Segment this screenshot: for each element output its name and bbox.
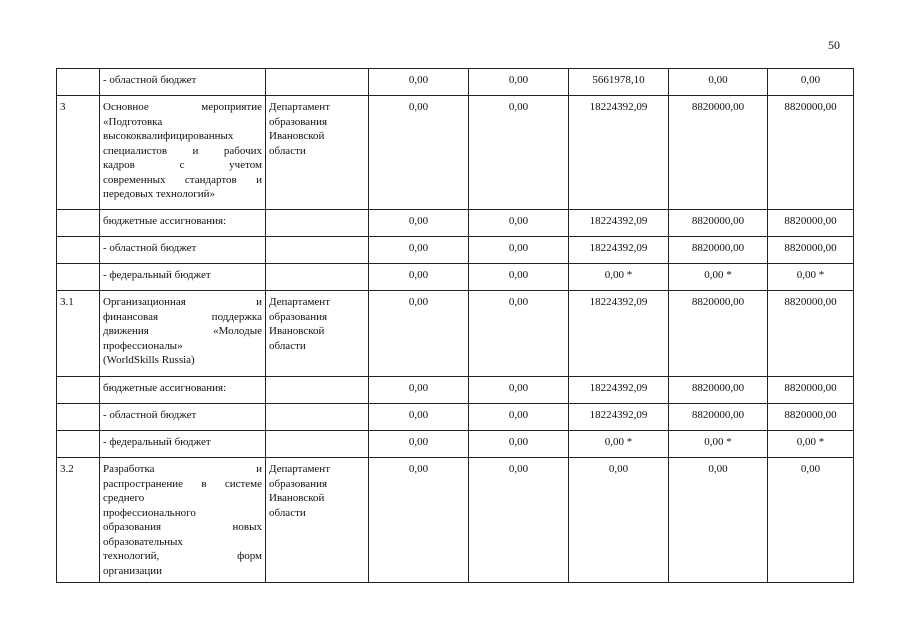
row-executor bbox=[266, 377, 369, 404]
row-executor bbox=[266, 210, 369, 237]
value-cell: 8820000,00 bbox=[768, 377, 854, 404]
value-cell: 0,00 bbox=[768, 69, 854, 96]
name-line: (WorldSkills Russia) bbox=[103, 354, 195, 366]
budget-table bbox=[56, 68, 854, 583]
name-line: технологий, форм bbox=[103, 550, 262, 562]
name-line: современных стандартов и bbox=[103, 173, 262, 186]
name-line: организации bbox=[103, 564, 163, 577]
row-name: - областной бюджет bbox=[100, 69, 266, 96]
value-cell: 0,00 * bbox=[768, 431, 854, 458]
table-row bbox=[57, 291, 854, 377]
executor-line: Департамент bbox=[269, 101, 331, 113]
value-cell: 0,00 bbox=[669, 69, 768, 96]
value-cell: 0,00 bbox=[469, 291, 569, 377]
row-number: 3.2 bbox=[57, 458, 100, 583]
row-number bbox=[57, 404, 100, 431]
name-line: финансовая поддержка bbox=[103, 310, 262, 323]
executor-line: области bbox=[269, 339, 306, 352]
name-line: образовательных bbox=[103, 535, 183, 548]
value-cell: 0,00 bbox=[369, 431, 469, 458]
value-cell: 0,00 * bbox=[768, 264, 854, 291]
row-name bbox=[100, 458, 266, 583]
value-cell: 8820000,00 bbox=[768, 96, 854, 210]
value-cell: 0,00 bbox=[469, 431, 569, 458]
value-cell: 0,00 bbox=[369, 96, 469, 210]
row-executor bbox=[266, 291, 369, 377]
value-cell: 18224392,09 bbox=[569, 291, 669, 377]
table-row bbox=[57, 210, 854, 237]
row-executor bbox=[266, 404, 369, 431]
row-number: 3 bbox=[57, 96, 100, 210]
value-cell: 8820000,00 bbox=[669, 237, 768, 264]
value-cell: 0,00 bbox=[469, 210, 569, 237]
value-cell: 8820000,00 bbox=[669, 291, 768, 377]
name-line: образования новых bbox=[103, 521, 262, 533]
executor-line: образования bbox=[269, 115, 328, 128]
value-cell: 0,00 bbox=[469, 96, 569, 210]
row-name: - федеральный бюджет bbox=[100, 431, 266, 458]
row-name bbox=[100, 291, 266, 377]
table-row bbox=[57, 96, 854, 210]
row-executor bbox=[266, 264, 369, 291]
value-cell: 18224392,09 bbox=[569, 96, 669, 210]
name-line: высококвалифицированных bbox=[103, 130, 234, 142]
value-cell: 0,00 bbox=[469, 69, 569, 96]
executor-line: Департамент bbox=[269, 463, 331, 475]
row-executor bbox=[266, 69, 369, 96]
value-cell: 8820000,00 bbox=[768, 237, 854, 264]
row-number bbox=[57, 377, 100, 404]
value-cell: 8820000,00 bbox=[768, 404, 854, 431]
value-cell: 0,00 bbox=[369, 237, 469, 264]
table-row bbox=[57, 264, 854, 291]
name-line: передовых технологий» bbox=[103, 188, 215, 200]
value-cell: 8820000,00 bbox=[669, 404, 768, 431]
row-executor bbox=[266, 237, 369, 264]
table-row bbox=[57, 237, 854, 264]
table-row bbox=[57, 458, 854, 583]
executor-line: Ивановской bbox=[269, 325, 325, 337]
table-row bbox=[57, 69, 854, 96]
row-name: - областной бюджет bbox=[100, 404, 266, 431]
row-name: - федеральный бюджет bbox=[100, 264, 266, 291]
page-number: 50 bbox=[828, 38, 840, 52]
value-cell: 0,00 bbox=[369, 69, 469, 96]
value-cell: 0,00 bbox=[369, 458, 469, 583]
executor-line: Департамент bbox=[269, 296, 331, 308]
value-cell: 0,00 bbox=[569, 458, 669, 583]
value-cell: 0,00 bbox=[469, 237, 569, 264]
name-line: Основное мероприятие bbox=[103, 101, 262, 113]
value-cell: 0,00 bbox=[469, 404, 569, 431]
name-line: распространение в системе bbox=[103, 477, 262, 490]
value-cell: 8820000,00 bbox=[669, 210, 768, 237]
row-name: бюджетные ассигнования: bbox=[100, 377, 266, 404]
value-cell: 0,00 bbox=[469, 458, 569, 583]
name-line: Организационная и bbox=[103, 296, 262, 308]
value-cell: 0,00 bbox=[669, 458, 768, 583]
value-cell: 0,00 bbox=[369, 210, 469, 237]
value-cell: 18224392,09 bbox=[569, 210, 669, 237]
executor-line: Ивановской bbox=[269, 492, 325, 504]
executor-line: области bbox=[269, 144, 306, 157]
executor-line: области bbox=[269, 506, 306, 519]
value-cell: 0,00 bbox=[369, 404, 469, 431]
value-cell: 0,00 bbox=[369, 264, 469, 291]
value-cell: 0,00 * bbox=[569, 264, 669, 291]
row-number bbox=[57, 210, 100, 237]
row-name: бюджетные ассигнования: bbox=[100, 210, 266, 237]
value-cell: 8820000,00 bbox=[669, 377, 768, 404]
name-line: движения «Молодые bbox=[103, 325, 262, 337]
row-number: 3.1 bbox=[57, 291, 100, 377]
value-cell: 0,00 * bbox=[669, 431, 768, 458]
name-line: кадров с учетом bbox=[103, 159, 262, 171]
value-cell: 8820000,00 bbox=[669, 96, 768, 210]
row-executor bbox=[266, 458, 369, 583]
value-cell: 18224392,09 bbox=[569, 404, 669, 431]
value-cell: 0,00 bbox=[469, 264, 569, 291]
value-cell: 8820000,00 bbox=[768, 291, 854, 377]
value-cell: 0,00 * bbox=[569, 431, 669, 458]
value-cell: 0,00 bbox=[768, 458, 854, 583]
executor-line: Ивановской bbox=[269, 130, 325, 142]
value-cell: 0,00 bbox=[369, 377, 469, 404]
row-executor bbox=[266, 96, 369, 210]
value-cell: 0,00 * bbox=[669, 264, 768, 291]
name-line: профессионального bbox=[103, 506, 196, 519]
value-cell: 18224392,09 bbox=[569, 377, 669, 404]
value-cell: 18224392,09 bbox=[569, 237, 669, 264]
row-name bbox=[100, 96, 266, 210]
row-number bbox=[57, 69, 100, 96]
row-name: - областной бюджет bbox=[100, 237, 266, 264]
name-line: Разработка и bbox=[103, 463, 262, 475]
executor-line: образования bbox=[269, 310, 328, 323]
name-line: профессионалы» bbox=[103, 339, 183, 352]
value-cell: 5661978,10 bbox=[569, 69, 669, 96]
value-cell: 0,00 bbox=[369, 291, 469, 377]
row-number bbox=[57, 237, 100, 264]
row-number bbox=[57, 431, 100, 458]
name-line: среднего bbox=[103, 492, 145, 504]
row-executor bbox=[266, 431, 369, 458]
value-cell: 8820000,00 bbox=[768, 210, 854, 237]
table-row bbox=[57, 431, 854, 458]
value-cell: 0,00 bbox=[469, 377, 569, 404]
executor-line: образования bbox=[269, 477, 328, 490]
row-number bbox=[57, 264, 100, 291]
table-row bbox=[57, 404, 854, 431]
table-row bbox=[57, 377, 854, 404]
name-line: «Подготовка bbox=[103, 115, 163, 128]
name-line: специалистов и рабочих bbox=[103, 144, 262, 157]
